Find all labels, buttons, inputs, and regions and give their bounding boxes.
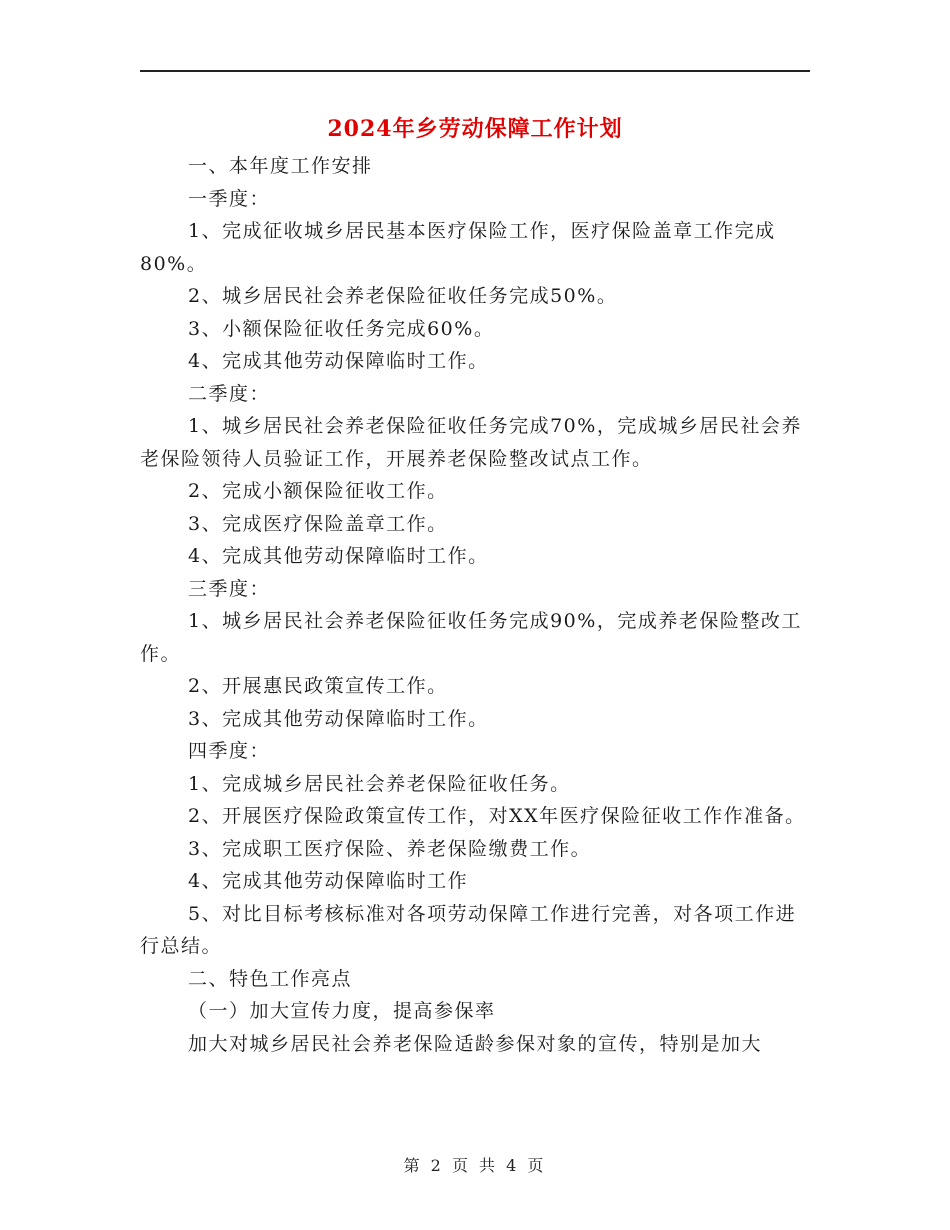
subsection-heading: （一）加大宣传力度，提高参保率: [188, 1000, 496, 1022]
quarter-heading: 一季度：: [188, 187, 271, 210]
document-title: 2024年乡劳动保障工作计划: [327, 116, 623, 142]
paragraph: 4、完成其他劳动保障临时工作。: [188, 350, 489, 372]
paragraph: 2、完成小额保险征收工作。: [188, 480, 448, 502]
paragraph: 1、完成征收城乡居民基本医疗保险工作，医疗保险盖章工作完成80%。: [140, 220, 776, 275]
paragraph: 1、城乡居民社会养老保险征收任务完成70%，完成城乡居民社会养老保险领待人员验证工作，开展养老保险整改试点工作。: [140, 415, 802, 470]
paragraph: 2、开展医疗保险政策宣传工作，对XX年医疗保险征收工作作准备。: [188, 805, 806, 827]
paragraph: 4、完成其他劳动保障临时工作: [188, 870, 469, 892]
section-heading: 一、本年度工作安排: [188, 155, 373, 177]
paragraph: 2、城乡居民社会养老保险征收任务完成50%。: [188, 285, 618, 307]
paragraph: 3、完成职工医疗保险、养老保险缴费工作。: [188, 837, 592, 860]
paragraph: 1、完成城乡居民社会养老保险征收任务。: [188, 772, 571, 795]
paragraph: 4、完成其他劳动保障临时工作。: [188, 545, 489, 567]
page-number-footer: 第 2 页 共 4 页: [403, 1156, 547, 1175]
quarter-heading: 三季度：: [188, 577, 271, 600]
section-heading: 二、特色工作亮点: [188, 967, 353, 990]
header-rule: [140, 70, 810, 72]
paragraph: 5、对比目标考核标准对各项劳动保障工作进行完善，对各项工作进行总结。: [140, 902, 797, 957]
paragraph: 3、完成其他劳动保障临时工作。: [188, 707, 489, 730]
document-body: [140, 150, 810, 1060]
paragraph: 3、小额保险征收任务完成60%。: [188, 317, 495, 340]
quarter-heading: 二季度：: [188, 382, 271, 405]
paragraph: 2、开展惠民政策宣传工作。: [188, 675, 448, 697]
paragraph: 3、完成医疗保险盖章工作。: [188, 512, 448, 535]
quarter-heading: 四季度：: [188, 740, 271, 762]
paragraph: 1、城乡居民社会养老保险征收任务完成90%，完成养老保险整改工作。: [140, 610, 802, 665]
paragraph: 加大对城乡居民社会养老保险适龄参保对象的宣传，特别是加大: [188, 1032, 763, 1055]
